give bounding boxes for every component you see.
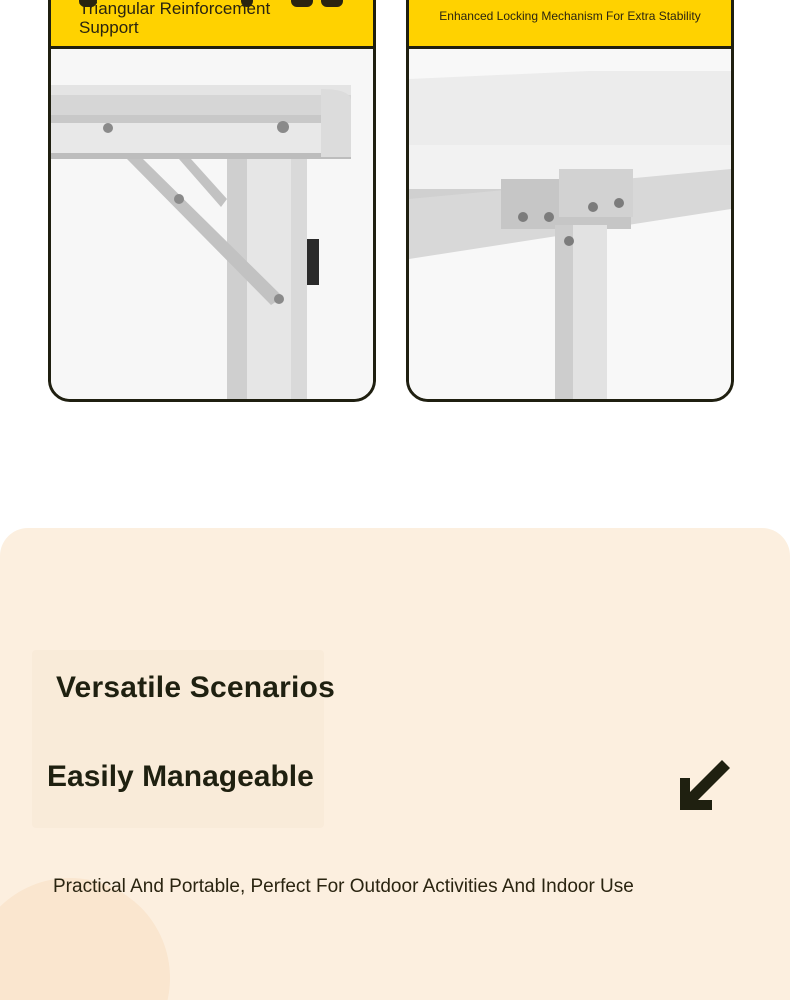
feature-title: Triangular Reinforcement Support bbox=[79, 0, 271, 37]
feature-card-locking-mechanism bbox=[406, 0, 734, 402]
table-locking-joint-image bbox=[409, 49, 731, 402]
table-corner-bracket-image bbox=[51, 49, 373, 402]
banner-decoration bbox=[321, 0, 343, 7]
arrow-down-left-icon bbox=[676, 756, 734, 814]
feature-card-banner bbox=[409, 0, 731, 49]
section-heading: Versatile Scenarios bbox=[56, 671, 335, 704]
feature-title: Enhanced Locking Mechanism For Extra Stability bbox=[439, 9, 701, 23]
scenarios-section bbox=[0, 528, 790, 1000]
section-description: Practical And Portable, Perfect For Outdoor Activities And Indoor Use bbox=[53, 876, 634, 897]
section-subheading: Easily Manageable bbox=[47, 760, 314, 793]
feature-card-triangular-support bbox=[48, 0, 376, 402]
feature-card-banner bbox=[51, 0, 373, 49]
